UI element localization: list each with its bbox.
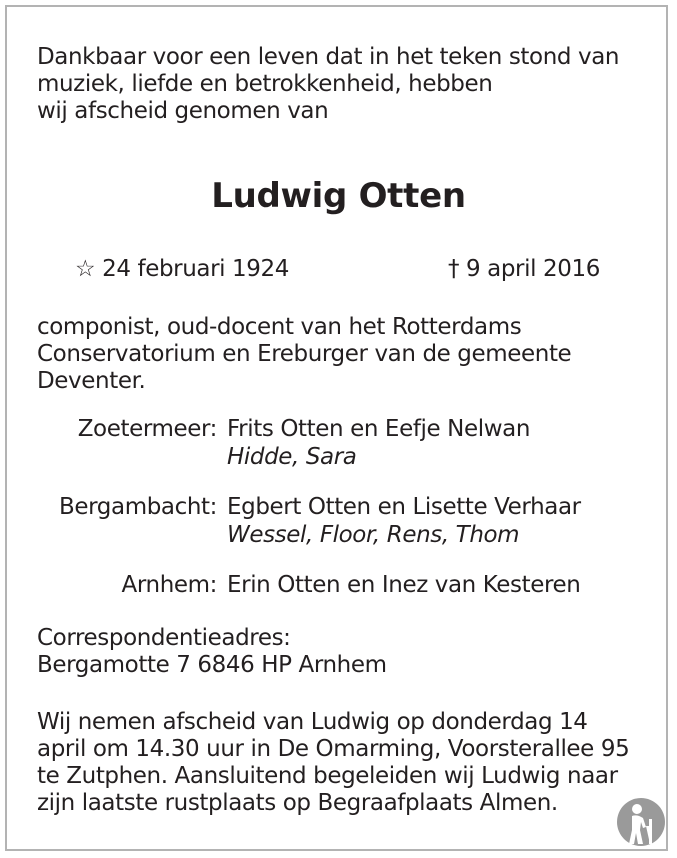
description-text bbox=[37, 314, 647, 395]
correspondence-line: Correspondentieadres: bbox=[37, 625, 291, 651]
family-names bbox=[227, 415, 530, 471]
intro-line: muziek, liefde en betrokkenheid, hebben bbox=[37, 71, 493, 97]
person-with-cane-logo-icon bbox=[616, 797, 666, 847]
family-place: Bergambacht: bbox=[59, 494, 217, 520]
description-line: Deventer. bbox=[37, 368, 146, 394]
intro-line: Dankbaar voor een leven dat in het teken stond van bbox=[37, 44, 620, 70]
family-children: Wessel, Floor, Rens, Thom bbox=[227, 522, 520, 548]
description-line: componist, oud-docent van het Rotterdams bbox=[37, 314, 522, 340]
ceremony-line: april om 14.30 uur in De Omarming, Voorsterallee 95 bbox=[37, 736, 630, 762]
family-names bbox=[227, 571, 581, 599]
family-parents: Erin Otten en Inez van Kesteren bbox=[227, 572, 581, 598]
ceremony-line: zijn laatste rustplaats op Begraafplaats Almen. bbox=[37, 790, 558, 816]
deceased-name: Ludwig Otten bbox=[211, 176, 466, 216]
correspondence-text bbox=[37, 625, 647, 679]
description-line: Conservatorium en Ereburger van de gemeente bbox=[37, 341, 572, 367]
ceremony-line: te Zutphen. Aansluitend begeleiden wij Ludwig naar bbox=[37, 763, 618, 789]
family-names bbox=[227, 493, 581, 549]
ceremony-line: Wij nemen afscheid van Ludwig op donderdag 14 bbox=[37, 709, 588, 735]
intro-text bbox=[37, 44, 647, 125]
family-parents: Egbert Otten en Lisette Verhaar bbox=[227, 494, 581, 520]
correspondence-line: Bergamotte 7 6846 HP Arnhem bbox=[37, 652, 387, 678]
ceremony-text bbox=[37, 709, 647, 817]
family-parents: Frits Otten en Eefje Nelwan bbox=[227, 416, 530, 442]
family-place: Zoetermeer: bbox=[77, 416, 217, 442]
family-children: Hidde, Sara bbox=[227, 444, 357, 470]
family-place: Arnhem: bbox=[121, 572, 217, 598]
birth-date: ☆ 24 februari 1924 bbox=[75, 256, 289, 282]
death-date: † 9 april 2016 bbox=[448, 256, 600, 282]
intro-line: wij afscheid genomen van bbox=[37, 98, 329, 124]
